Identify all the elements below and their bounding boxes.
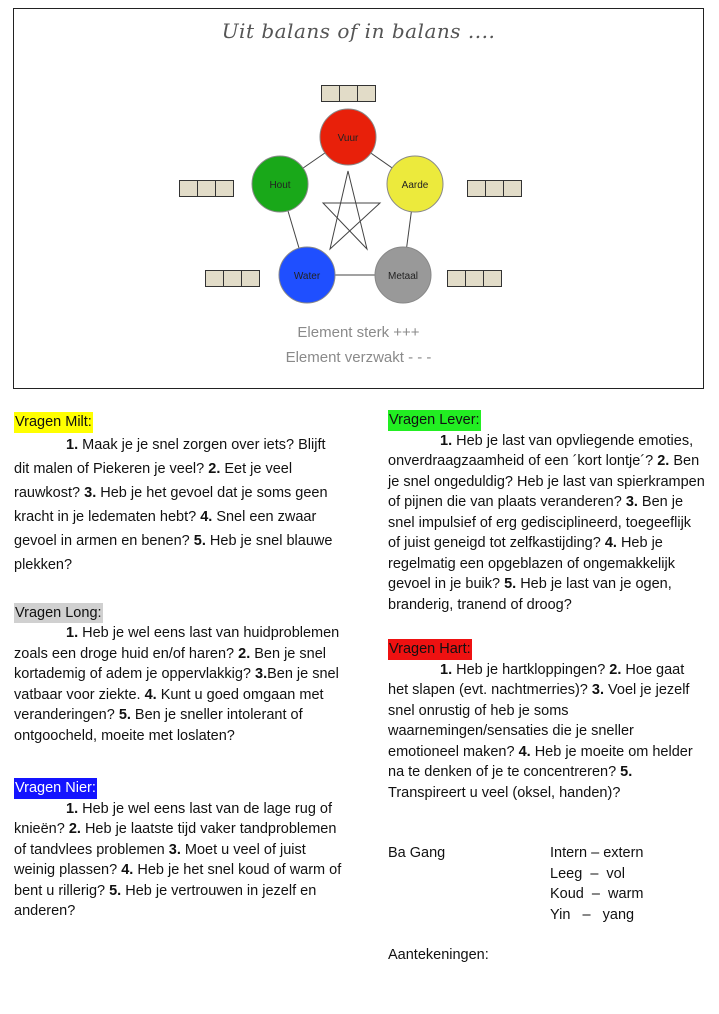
long-question-number: 2. (238, 645, 251, 662)
hart-question-text: Heb je moeite om helder na te denken of je te concentreren? (388, 743, 693, 780)
section-hart (388, 639, 706, 803)
milt-question-number: 2. (208, 460, 221, 477)
bagang-pair-3: Koud – warm (550, 886, 644, 902)
metaal-score-boxes[interactable] (447, 270, 502, 287)
nier-question-text: Heb je het snel koud of warm of bent u rillerig? (14, 862, 342, 899)
lever-question-text: Heb je regelmatig een opgeblazen of ongemakkelijk gevoel in je buik? (388, 535, 675, 592)
aarde-score-boxes[interactable] (467, 180, 522, 197)
bagang-pairs (550, 843, 644, 925)
vuur-score-boxes[interactable] (321, 85, 376, 102)
section-milt (14, 412, 344, 577)
element-metaal-label: Metaal (387, 271, 419, 282)
bagang-pair-1: Intern – extern (550, 845, 644, 861)
hart-question-number: 4. (518, 743, 531, 760)
panel-title: Uit balans of in balans .... (221, 19, 496, 43)
nier-question-number: 4. (121, 862, 134, 878)
long-question-text: Ben je snel kortademig of adem je oppervlakkig? (14, 645, 326, 682)
lever-question-number: 2. (657, 453, 670, 469)
nier-question-number: 5. (109, 882, 122, 899)
nier-question-number: 1. (66, 800, 79, 817)
milt-question-number: 1. (66, 436, 79, 453)
lever-question-text: Heb je last van je ogen, branderig, tranend of droog? (388, 576, 672, 613)
five-elements-panel (13, 8, 704, 389)
section-nier (14, 778, 344, 922)
long-question-text: Kunt u goed omgaan met veranderingen? (14, 686, 324, 723)
bagang-pair-2: Leeg – vol (550, 865, 625, 882)
bagang-label: Ba Gang (388, 845, 446, 861)
milt-question-text: Heb je het gevoel dat je soms geen kracht in je ledematen hebt? (14, 484, 328, 525)
milt-questions (14, 433, 344, 577)
hart-question-number: 3. (591, 682, 604, 698)
left-column (14, 412, 344, 922)
legend-weak: Element verzwakt - - - (285, 349, 432, 366)
long-questions (14, 623, 344, 746)
element-vuur-label: Vuur (337, 133, 359, 144)
nier-question-number: 3. (168, 841, 181, 858)
long-question-text: Ben je sneller intolerant of ontgoocheld, moeite met loslaten? (14, 707, 303, 744)
hart-question-text: Voel je jezelf snel onrustig of heb je soms waarnemingen/sensaties die je sneller emotioneel maken? (388, 682, 690, 760)
long-question-text: Ben je snel vatbaar voor ziekte. (14, 666, 339, 703)
hout-score-boxes[interactable] (179, 180, 234, 197)
legend-strong: Element sterk +++ (297, 324, 420, 341)
long-heading: Vragen Long: (14, 603, 103, 624)
element-hout-label: Hout (269, 180, 291, 191)
lever-question-text: Heb je last van opvliegende emoties, onverdraagzaamheid of een ´kort lontje´? (388, 432, 694, 469)
long-question-number: 3. (255, 666, 268, 682)
hart-question-text: Transpireert u veel (oksel, handen)? (388, 784, 621, 801)
long-question-number: 1. (66, 625, 79, 641)
notes-label: Aantekeningen: (388, 947, 489, 963)
hart-question-number: 5. (620, 764, 633, 780)
long-question-text: Heb je wel eens last van huidproblemen zoals een droge huid en/of haren? (14, 625, 340, 662)
lever-question-number: 1. (440, 432, 453, 449)
hart-question-number: 2. (609, 661, 622, 678)
milt-question-text: Eet je veel rauwkost? (14, 460, 293, 501)
nier-question-number: 2. (68, 821, 81, 837)
milt-question-text: Maak je je snel zorgen over iets? Blijft dit malen of Piekeren je veel? (14, 436, 326, 477)
lever-question-number: 4. (604, 535, 617, 551)
lever-question-number: 3. (625, 494, 638, 510)
lever-question-number: 5. (504, 576, 517, 592)
lever-question-text: Ben je snel impulsief of erg gedisciplineerd, toegeeflijk of juist geneigd tot zelfkastijding? (388, 494, 692, 551)
long-question-number: 4. (144, 686, 157, 703)
milt-heading: Vragen Milt: (14, 412, 93, 433)
nier-question-text: Heb je wel eens last van de lage rug of knieën? (14, 800, 332, 837)
right-column (388, 410, 706, 803)
element-aarde-label: Aarde (401, 180, 429, 191)
hart-question-text: Hoe gaat het slapen (evt. nachtmerries)? (388, 661, 685, 698)
milt-question-text: Heb je snel blauwe plekken? (14, 532, 333, 573)
hart-heading: Vragen Hart: (388, 639, 472, 660)
bagang-pair-4: Yin – yang (550, 906, 635, 923)
milt-question-number: 4. (200, 508, 213, 525)
nier-question-text: Moet u veel of juist weinig plassen? (14, 841, 306, 878)
lever-questions (388, 431, 706, 616)
section-long (14, 603, 344, 747)
nier-question-text: Heb je laatste tijd vaker tandproblemen of tandvlees problemen (14, 821, 337, 858)
star-lines (323, 171, 380, 249)
section-lever (388, 410, 706, 615)
hart-question-text: Heb je hartkloppingen? (452, 661, 610, 678)
hart-question-number: 1. (440, 661, 453, 678)
hart-questions (388, 660, 706, 804)
long-question-number: 5. (118, 707, 131, 723)
lever-heading: Vragen Lever: (388, 410, 481, 431)
water-score-boxes[interactable] (205, 270, 260, 287)
element-water-label: Water (293, 271, 321, 282)
milt-question-text: Snel een zwaar gevoel in armen en benen? (14, 508, 317, 549)
nier-heading: Vragen Nier: (14, 778, 97, 799)
nier-questions (14, 799, 344, 922)
milt-question-number: 3. (84, 484, 97, 501)
milt-question-number: 5. (193, 532, 206, 549)
nier-question-text: Heb je vertrouwen in jezelf en anderen? (14, 882, 317, 919)
lever-question-text: Ben je snel ongeduldig? Heb je last van spierkrampen of pijnen die van plaats veranderen? (388, 453, 705, 510)
